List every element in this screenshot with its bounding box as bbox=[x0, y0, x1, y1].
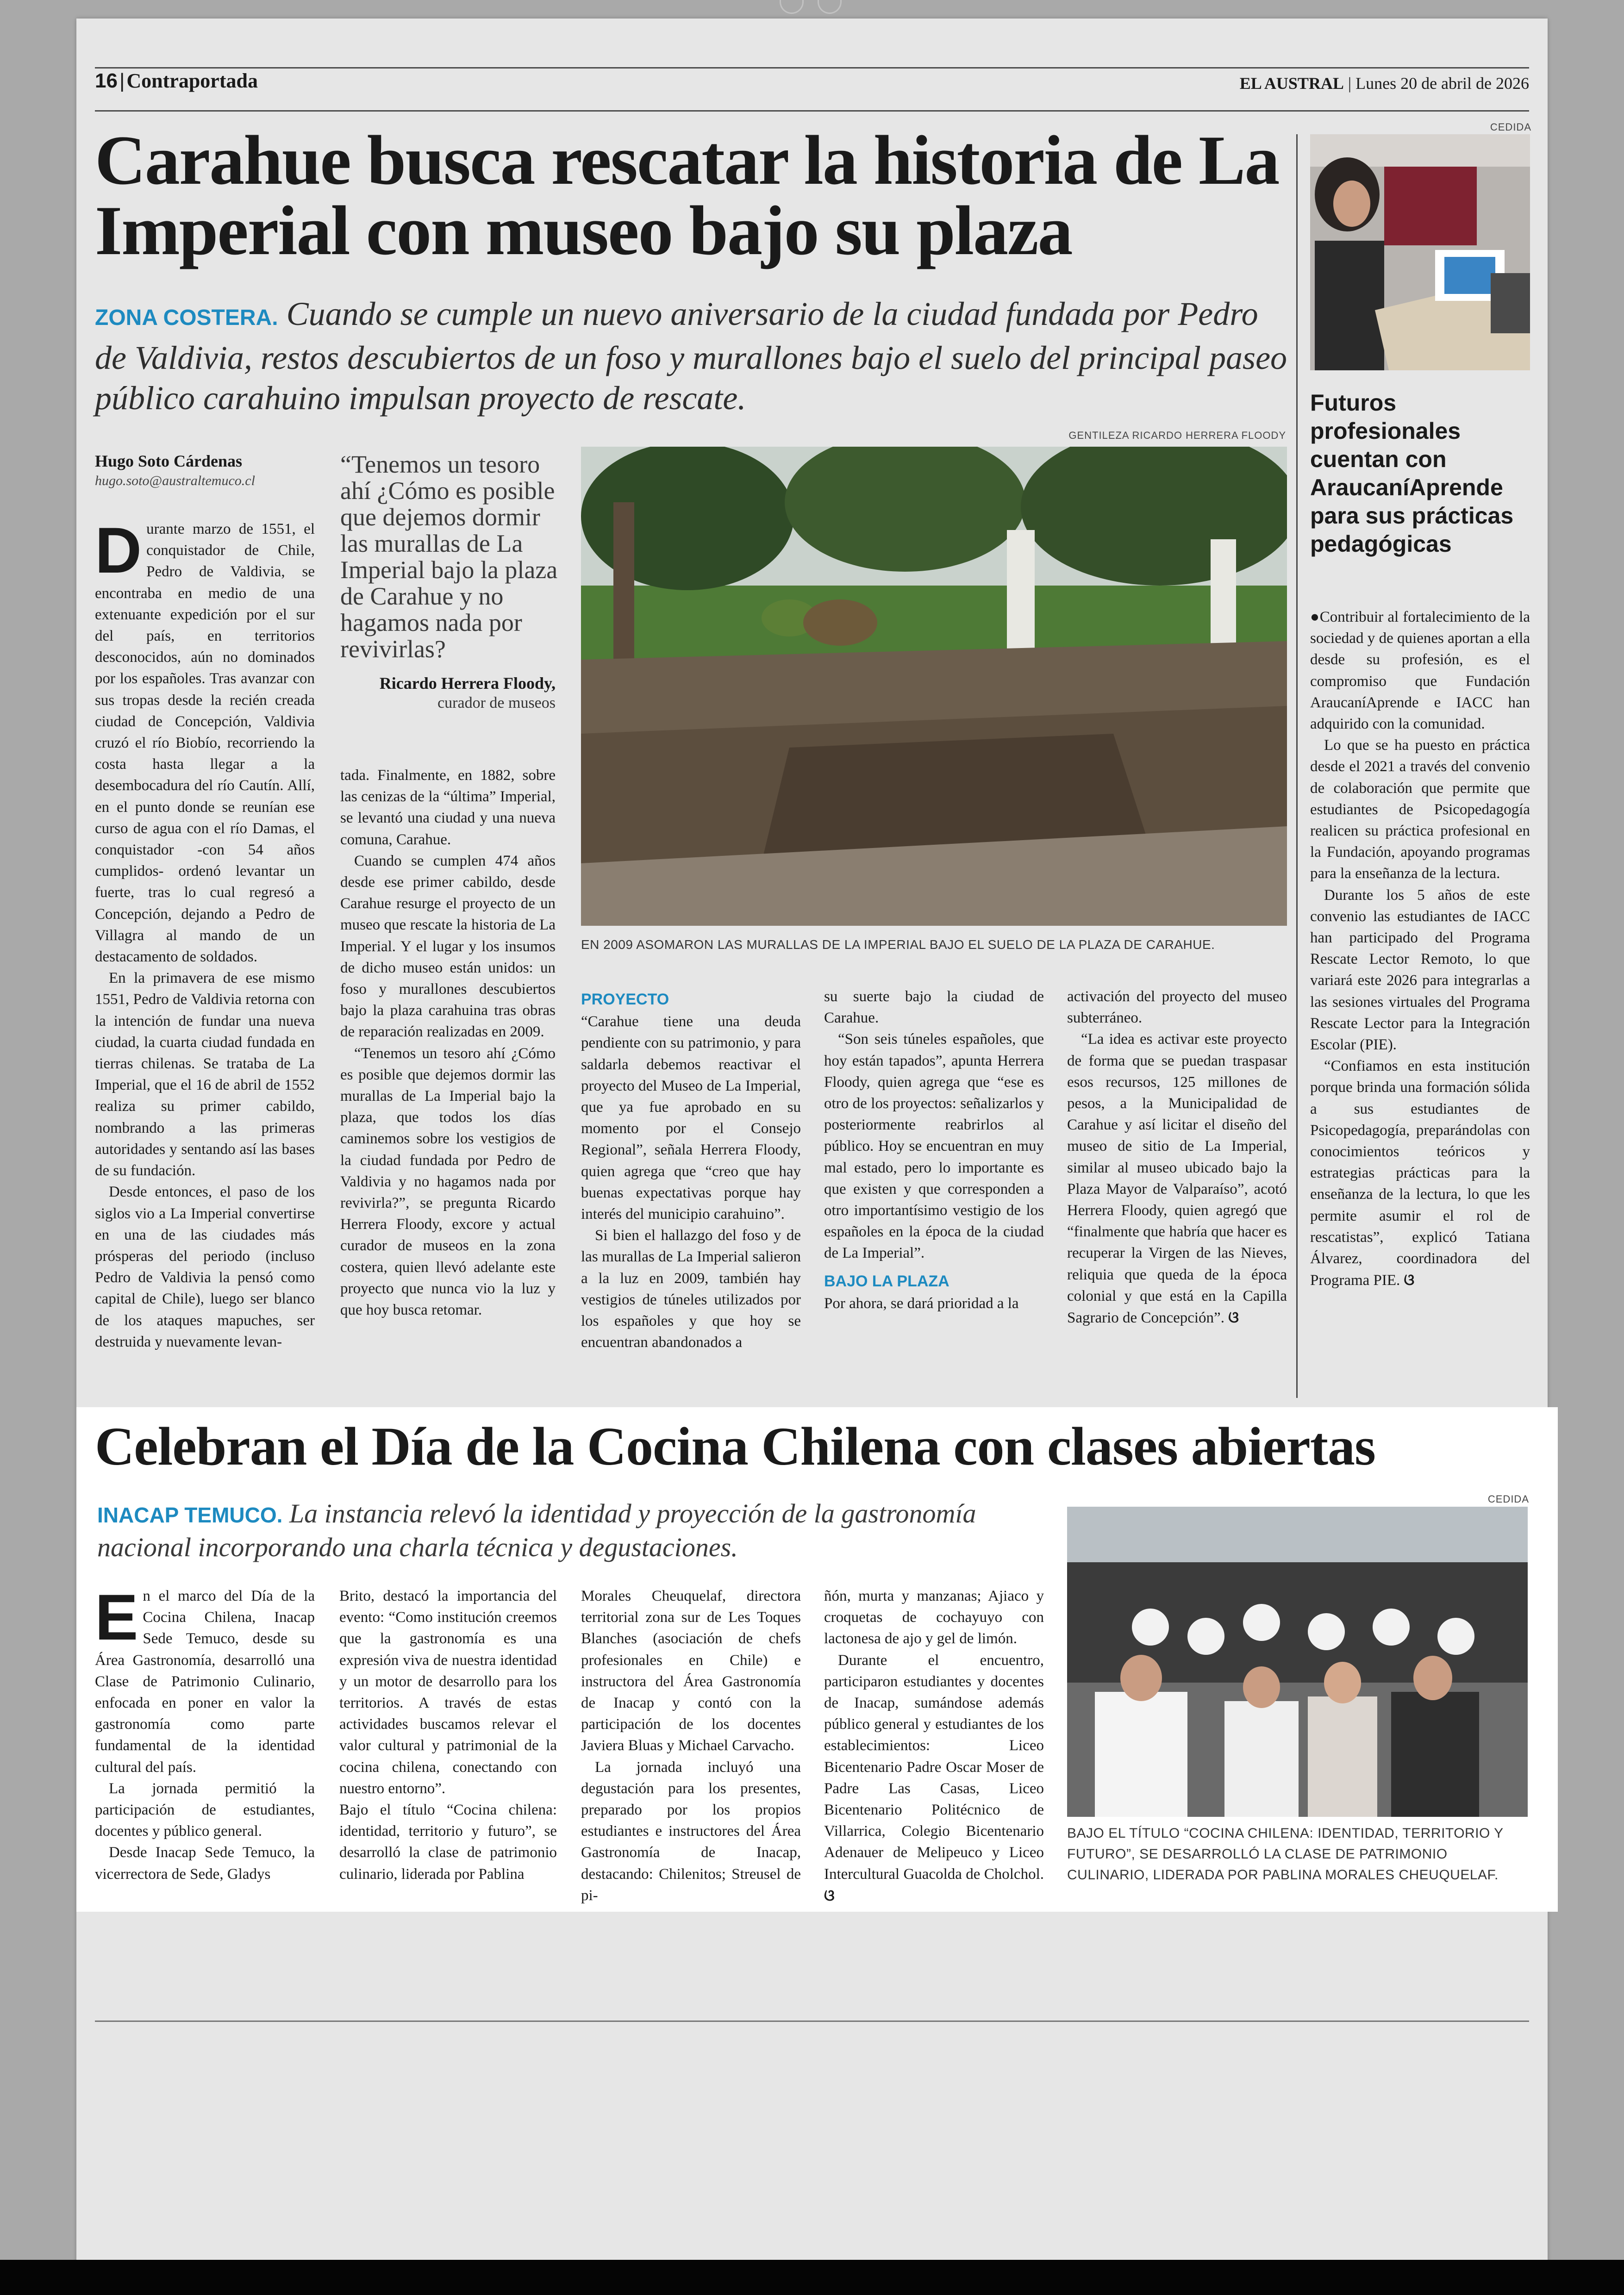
main-deck: Cuando se cumple un nuevo aniversario de la ciudad fundada por Pedro de Valdivia, restos descubiertos de un foso y murallones bajo el suelo del principal paseo público carahuino impulsan proyecto de rescate. bbox=[95, 295, 1287, 417]
main-photo-caption: EN 2009 ASOMARON LAS MURALLAS DE LA IMPERIAL BAJO EL SUELO DE LA PLAZA DE CARAHUE. bbox=[581, 937, 1215, 952]
quote-author: Ricardo Herrera Floody, bbox=[379, 674, 556, 692]
masthead-right: EL AUSTRAL | Lunes 20 de abril de 2026 bbox=[1239, 74, 1529, 93]
page-bottom-rule bbox=[95, 2021, 1529, 2022]
main-photo bbox=[581, 447, 1287, 926]
second-column-1 bbox=[95, 1581, 315, 1885]
main-headline: Carahue busca rescatar la historia de La Imperial con museo bajo su plaza bbox=[95, 121, 1279, 269]
main-col3-p1: “Carahue tiene una deuda pendiente con su patrimonio, y para saldarla debemos reactivar el proyecto del Museo de La Imperial, que ya fue aprobado en su momento por el Consejo Regional”, señala Herrera Floody, quien agrega que “creo que hay buenas expectativas porque hay interés del municipio carahuino”. bbox=[581, 1013, 801, 1223]
section-name: Contraportada bbox=[126, 69, 258, 92]
viewer-prev-button[interactable] bbox=[780, 0, 804, 14]
sidebar-p1: ●Contribuir al fortalecimiento de la sociedad y de quienes aportan a ella desde su profesión, es el compromiso que Fundación AraucaníAprende e IACC han adquirido con la comunidad. bbox=[1310, 609, 1530, 733]
edition-date: Lunes 20 de abril de 2026 bbox=[1355, 74, 1529, 93]
main-kicker: ZONA COSTERA. bbox=[95, 306, 278, 330]
second-col1-p1: n el marco del Día de la Cocina Chilena, Inacap Sede Temuco, desde su Área Gastronomía, desarrolló una Clase de Patrimonio Culinario, enfocada en poner en valor la gastronomía como parte fundamental de la identidad cultural del país. bbox=[95, 1588, 315, 1776]
main-col5-p2: “La idea es activar este proyecto de forma que se puedan traspasar esos recursos, 125 millones de pesos, a la Municipalidad de Carahue y así licitar el diseño del museo de sitio de La Imperial, similar al museo ubicado bajo la Plaza Mayor de Valparaíso”, acotó Herrera Floody, quien agregó que “finalmente que habría que hacer es recuperar la Virgen de las Nieves, reliquia que queda de la época colonial y que está en la Capilla Sagrario de Concepción”. bbox=[1067, 1031, 1287, 1327]
page-number: 16 bbox=[95, 69, 118, 92]
main-col2-p3: “Tenemos un tesoro ahí ¿Cómo es posible que dejemos dormir las murallas de La Imperial bajo la plaza, que todos los días caminemos sobre los vestigios de la ciudad fundada por Pedro de Valdivia y no hagamos nada por revivirla?”, se pregunta Ricardo Herrera Floody, excore y actual curador de museos en la zona costera, quien llevó adelante este proyecto que nunca vio la luz y que hoy busca retomar. bbox=[340, 1045, 556, 1319]
second-col2-p2: Bajo el título “Cocina chilena: identidad, territorio y futuro”, se desarrolló la clase de patrimonio culinario, liderada por Pablina bbox=[339, 1802, 557, 1883]
sidebar-photo bbox=[1310, 134, 1530, 370]
second-dropcap: E bbox=[95, 1581, 138, 1653]
main-dropcap: D bbox=[95, 514, 142, 586]
quote-role: curador de museos bbox=[437, 694, 556, 711]
sidebar-p4: “Confiamos en esta institución porque brinda una formación sólida a sus estudiantes de Psicopedagogía, preparándolas con conocimientos teóricos y estrategias prácticas para la enseñanza de la lectura, lo que les permite asumir el rol de rescatistas”, explicó Tatiana Álvarez, coordinadora del Programa PIE. bbox=[1310, 1058, 1530, 1289]
second-col1-p2: La jornada permitió la participación de estudiantes, docentes y público general. bbox=[95, 1780, 315, 1840]
main-column-5 bbox=[1067, 986, 1287, 1328]
second-photo bbox=[1067, 1507, 1528, 1817]
pull-quote: “Tenemos un tesoro ahí ¿Cómo es posible que dejemos dormir las murallas de La Imperial bajo la plaza de Carahue y no hagamos nada por revivirlas? bbox=[340, 450, 558, 663]
second-kicker: INACAP TEMUCO. bbox=[97, 1503, 283, 1527]
second-col3-p1: Morales Cheuquelaf, directora territorial zona sur de Les Toques Blanches (asociación de chefs profesionales en Chile) e instructora del Área Gastronomía de Inacap y contó con la participación de los docentes Javiera Bluas y Michael Carvacho. bbox=[581, 1588, 801, 1754]
main-column-2 bbox=[340, 765, 556, 1321]
subhead-bajo-la-plaza: BAJO LA PLAZA bbox=[824, 1272, 949, 1290]
second-column-3 bbox=[581, 1585, 801, 1906]
second-col4-p2: Durante el encuentro, participaron estudiantes y docentes de Inacap, sumándose además público general y estudiantes de los establecimientos: Liceo Bicentenario Padre Oscar Moser de Padre Las Casas, Liceo Bicentenario Politécnico de Villarrica, Colegio Bicentenario Adenauer de Melipeuco y Liceo Intercultural Guacolda de Cholchol. bbox=[824, 1652, 1044, 1883]
sidebar-end-mark: ଓ bbox=[1404, 1271, 1415, 1289]
sidebar-photo-credit: CEDIDA bbox=[1490, 121, 1531, 133]
author-name: Hugo Soto Cárdenas bbox=[95, 452, 243, 470]
main-col1-p3: Desde entonces, el paso de los siglos vio a La Imperial convertirse en una de las ciudades más prósperas del periodo (incluso Pedro de Valdivia la pensó como capital de Chile), luego ser blanco de los ataques mapuches, ser destruida y nuevamente levan- bbox=[95, 1184, 315, 1350]
second-deck: La instancia relevó la identidad y proyección de la gastronomía nacional incorporando una charla técnica y degustaciones. bbox=[97, 1498, 976, 1562]
second-photo-caption: BAJO EL TÍTULO “COCINA CHILENA: IDENTIDAD, TERRITORIO Y FUTURO”, SE DESARROLLÓ LA CLASE DE PATRIMONIO CULINARIO, LIDERADA POR PABLINA MORALES CHEUQUELAF. bbox=[1067, 1826, 1504, 1883]
main-photo-credit: GENTILEZA RICARDO HERRERA FLOODY bbox=[1068, 430, 1286, 441]
sidebar-divider bbox=[1296, 134, 1298, 1398]
masthead-bottom-rule bbox=[95, 110, 1529, 112]
main-column-1 bbox=[95, 514, 315, 1353]
subhead-proyecto: PROYECTO bbox=[581, 991, 669, 1008]
newspaper-name: EL AUSTRAL bbox=[1239, 74, 1344, 93]
main-col2-p1: tada. Finalmente, en 1882, sobre las cenizas de la “última” Imperial, se levantó una ciudad y una nueva comuna, Carahue. bbox=[340, 767, 556, 848]
masthead-top-rule bbox=[95, 67, 1529, 69]
viewer-bottom-bar bbox=[0, 2260, 1624, 2295]
main-col4-p1: su suerte bajo la ciudad de Carahue. bbox=[824, 988, 1044, 1027]
second-end-mark: ଓ bbox=[824, 1886, 835, 1904]
main-column-3 bbox=[581, 986, 801, 1353]
second-column-4 bbox=[824, 1585, 1044, 1907]
second-photo-credit: CEDIDA bbox=[1487, 1493, 1529, 1505]
main-col2-p2: Cuando se cumplen 474 años desde ese primer cabildo, desde Carahue resurge el proyecto de un museo que rescate la historia de La Imperial. Y el lugar y los insumos de dicho museo están unidos: un foso y murallones descubiertos bajo la plaza carahuina tras obras de reparación realizadas en 2009. bbox=[340, 852, 556, 1041]
main-col3-p2: Si bien el hallazgo del foso y de las murallas de La Imperial salieron a la luz en 2009, también hay vestigios de túneles utilizados por los españoles y que hoy se encuentran abandonados a bbox=[581, 1227, 801, 1351]
sidebar-p2: Lo que se ha puesto en práctica desde el 2021 a través del convenio de colaboración que permite que estudiantes de Psicopedagogía realicen su práctica profesional en la Fundación, apoyando programas para la enseñanza de la lectura. bbox=[1310, 737, 1530, 882]
sidebar-p3: Durante los 5 años de este convenio las estudiantes de IACC han participado del Programa Rescate Lector Remoto, lo que variará este 2026 para integrarlas a las sesiones virtuales del Programa Rescate Lector para la Integración Escolar (PIE). bbox=[1310, 886, 1530, 1054]
second-col2-p1: Brito, destacó la importancia del evento: “Como institución creemos que la gastronomía es una expresión viva de nuestra identidad y un motor de desarrollo para los territorios. A través de estas actividades buscamos relevar el valor cultural y patrimonial de la cocina chilena, conectando con nuestro entorno”. bbox=[339, 1588, 557, 1797]
second-col3-p2: La jornada incluyó una degustación para los presentes, preparado por los propios estudiantes e instructores del Área Gastronomía de Inacap, destacando: Chilenitos; Streusel de pi- bbox=[581, 1759, 801, 1904]
second-deck-block bbox=[97, 1497, 1056, 1564]
sidebar-headline: Futuros profesionales cuentan con AraucaníAprende para sus prácticas pedagógicas bbox=[1310, 390, 1514, 557]
second-column-2 bbox=[339, 1585, 557, 1885]
main-col5-p1: activación del proyecto del museo subterráneo. bbox=[1067, 988, 1287, 1027]
main-end-mark: ଓ bbox=[1228, 1309, 1239, 1326]
main-deck-block bbox=[95, 294, 1289, 418]
second-col4-p1: ñón, murta y manzanas; Ajiaco y croquetas de cochayuyo con lactonesa de ajo y gel de limón. bbox=[824, 1588, 1044, 1647]
main-col1-p2: En la primavera de ese mismo 1551, Pedro de Valdivia retorna con la intención de fundar una nueva ciudad, la cuarta ciudad fundada en tierras chilenas. Se trataba de La Imperial, que el 16 de abril de 1552 realiza su primer cabildo, nombrando a las primeras autoridades y sentando así las bases de su fundación. bbox=[95, 970, 315, 1179]
second-headline: Celebran el Día de la Cocina Chilena con clases abiertas bbox=[95, 1416, 1375, 1477]
page-folio: 16|Contraportada bbox=[95, 69, 258, 92]
viewer-next-button[interactable] bbox=[818, 0, 842, 14]
author-email: hugo.soto@australtemuco.cl bbox=[95, 473, 255, 488]
main-column-4 bbox=[824, 986, 1044, 1314]
second-col1-p3: Desde Inacap Sede Temuco, la vicerrectora de Sede, Gladys bbox=[95, 1844, 315, 1883]
main-col4-p2: “Son seis túneles españoles, que hoy están tapados”, apunta Herrera Floody, quien agrega que “ese es otro de los proyectos: señalizarlos y posteriormente reabrirlos al público. Hoy se encuentran en muy mal estado, pero lo importante es que existen y que corresponden a otro importantísimo vestigio de los españoles en la época de la ciudad de La Imperial”. bbox=[824, 1031, 1044, 1262]
main-col1-p1: urante marzo de 1551, el conquistador de Chile, Pedro de Valdivia, se encontraba en medio de una extenuante expedición por el sur del país, en territorios desconocidos, aún no dominados por los españoles. Tras avanzar con sus tropas desde la recién creada ciudad de Concepción, Valdivia cruzó el río Biobío, recorriendo la costa hasta llegar a la desembocadura del río Cautín. Allí, en el punto donde se reunían ese curso de agua con el río Damas, el conquistador -con 54 años cumplidos- ordenó levantar un fuerte, tras lo cual regresó a Concepción, dejando a Pedro de Villagra al mando de un destacamento de soldados. bbox=[95, 521, 315, 966]
main-col4-p3: Por ahora, se dará prioridad a la bbox=[824, 1295, 1019, 1312]
sidebar-body bbox=[1310, 606, 1530, 1291]
